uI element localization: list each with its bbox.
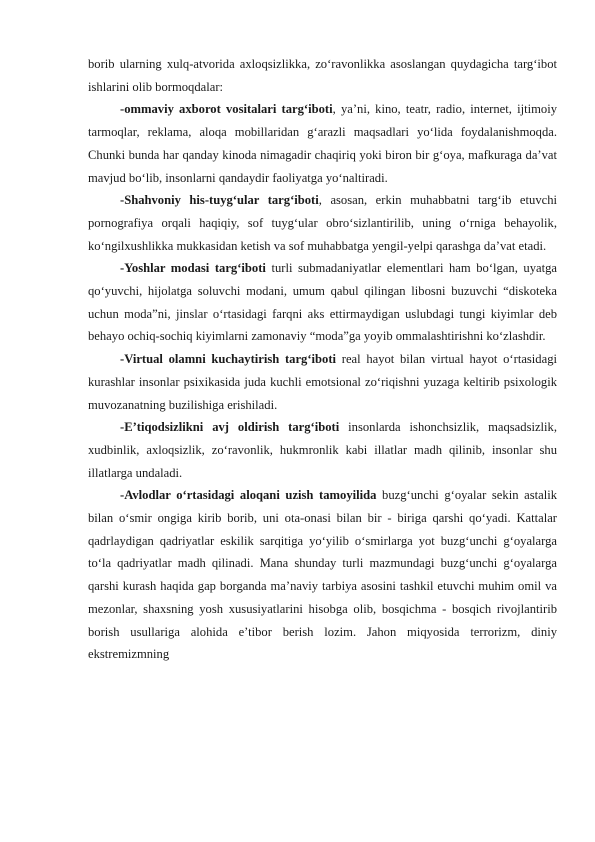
- paragraph-text: , asosan, erkin muhabbatni targ‘ib etuvchi pornografiya orqali haqiqiy, sof tuyg‘ular obro‘sizlantirilib, uning o‘rniga behayolik, ko‘ngilxushlikka mukkasidan ketish va sof muhabbatga yengil-yelpi qarashga da’vat etadi.: [88, 193, 557, 253]
- paragraph-term: -ommaviy axborot vositalari targ‘iboti: [120, 102, 333, 117]
- paragraph-term: -Shahvoniy his-tuyg‘ular targ‘iboti: [120, 193, 319, 208]
- paragraph-term: -Virtual olamni kuchaytirish targ‘iboti: [120, 352, 337, 367]
- paragraph-intro: [88, 53, 557, 98]
- paragraph-text: buzg‘unchi g‘oyalar sekin astalik bilan o‘smir ongiga kirib borib, uni ota-onasi bilan bir - biriga qarshi qo‘yadi. Kattalar qadrlaydigan qadriyatlar eskilik sarqitiga yo‘yilib o‘smirlarga yot buzg‘unchi g‘oyalarga to‘la qadriyatlar madh qilinadi. Mana shunday turli mazmundagi buzg‘unchi g‘oyalarga qarshi kurash haqida gap borganda ma’naviy tarbiya asosini tashkil etuvchi muhim omil va mezonlar, shaxsning yosh xususiyatlarini hisobga olib, bosqichma - bosqich rivojlantirib borish usullariga alohida e’tibor berish lozim. Jahon miqyosida terrorizm, diniy ekstremizmning: [88, 488, 557, 662]
- paragraph-text: real hayot bilan virtual hayot o‘rtasidagi kurashlar insonlar psixikasida juda kuchli emotsional zo‘riqishni yuzaga keltirib psixologik muvozanatning buzilishiga erishiladi.: [88, 352, 557, 412]
- paragraph-disbelief: [88, 416, 557, 484]
- paragraph-term: -Avlodlar o‘rtasidagi aloqani uzish tamoyilida: [120, 488, 377, 503]
- paragraph-term: -E’tiqodsizlikni avj oldirish targ‘iboti: [120, 420, 340, 435]
- paragraph-virtual-world: [88, 348, 557, 416]
- paragraph-text: insonlarda ishonchsizlik, maqsadsizlik, xudbinlik, axloqsizlik, zo‘ravonlik, hukmronlik kabi illatlar madh qilinib, insonlar shu illatlarga undaladi.: [88, 420, 558, 480]
- paragraph-sensual-feelings: [88, 189, 557, 257]
- paragraph-mass-media: [88, 98, 557, 189]
- paragraph-text: borib ularning xulq-atvorida axloqsizlikka, zo‘ravonlikka asoslangan quydagicha targ‘ibot ishlarini olib bormoqdalar:: [88, 57, 557, 94]
- paragraph-term: -Yoshlar modasi targ‘iboti: [120, 261, 266, 276]
- paragraph-generations: [88, 484, 557, 666]
- paragraph-youth-fashion: [88, 257, 557, 348]
- document-body: [88, 53, 557, 666]
- paragraph-text: turli submadaniyatlar elementlari ham bo‘lgan, uyatga qo‘yuvchi, hijolatga soluvchi modani, umum qabul qilingan libosni buzuvchi “diskoteka uchun moda”ni, jinslar o‘rtasidagi farqni aks ettirmaydigan uslubdagi tungi kiyimlar deb behayo ochiq-sochiq kiyimlarni zamonaviy “moda”ga yoyib ommalashtirishni ko‘zlashdir.: [88, 261, 557, 344]
- paragraph-text: , ya’ni, kino, teatr, radio, internet, ijtimoiy tarmoqlar, reklama, aloqa mobillaridan g‘arazli maqsadlari yo‘lida foydalanishmoqda. Chunki bunda har qanday kinoda nimagadir chaqiriq yoki biron bir g‘oya, mafkuraga da’vat mavjud bo‘lib, insonlarni qandaydir faoliyatga yo‘naltiradi.: [88, 102, 557, 185]
